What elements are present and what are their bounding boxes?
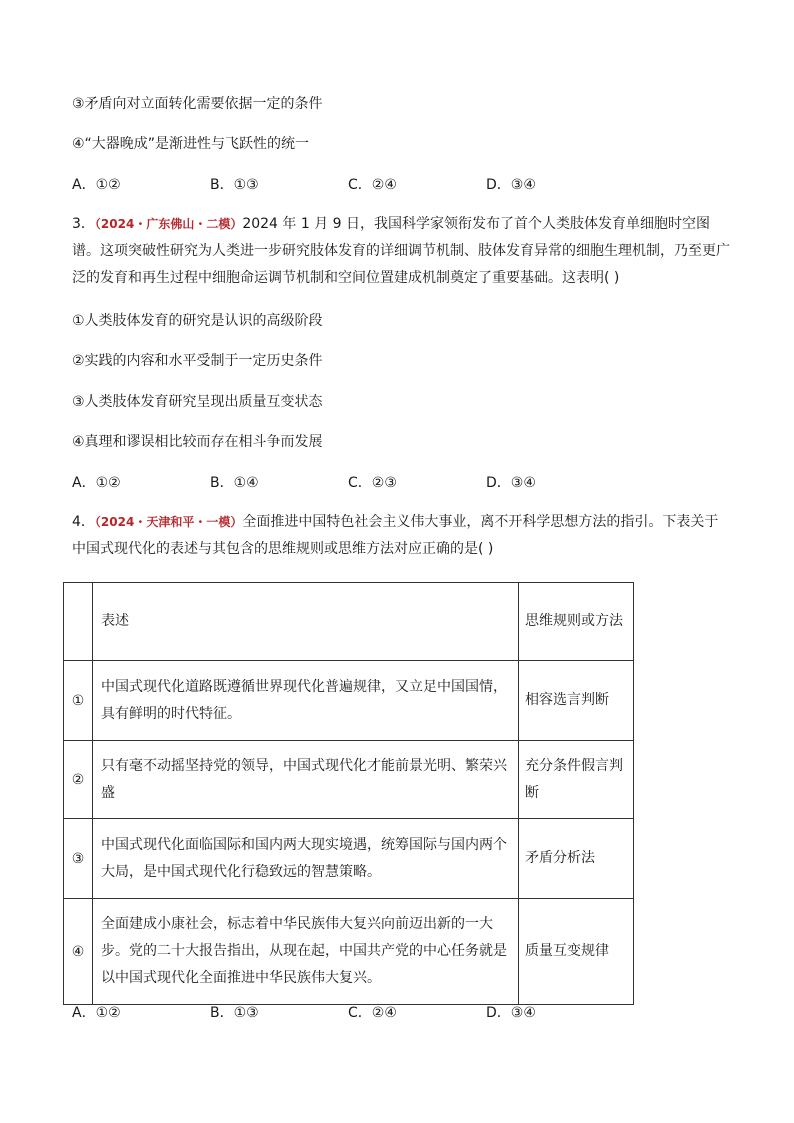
table-header-num <box>64 583 93 661</box>
q4-number: 4． <box>72 514 95 530</box>
q3-number: 3． <box>72 216 95 232</box>
q3-statement-1: ①人类肢体发育的研究是认识的高级阶段 <box>72 313 323 329</box>
q4-option-b[interactable]: B．①③ <box>210 1005 259 1021</box>
q4-stem <box>72 509 732 563</box>
q4-table <box>63 582 634 1005</box>
q4-option-c[interactable]: C．②④ <box>348 1005 397 1021</box>
q3-option-d[interactable]: D．③④ <box>486 475 536 491</box>
table-row-num: ③ <box>64 819 93 899</box>
table-row-num: ④ <box>64 899 93 1005</box>
table-row-desc: 只有毫不动摇坚持党的领导，中国式现代化才能前景光明、繁荣兴盛 <box>93 741 519 819</box>
table-row <box>64 661 634 741</box>
q3-option-b[interactable]: B．①④ <box>210 475 259 491</box>
table-row-method: 相容选言判断 <box>519 661 634 741</box>
table-header-row <box>64 583 634 661</box>
table-header-method: 思维规则或方法 <box>519 583 634 661</box>
q3-statement-2: ②实践的内容和水平受制于一定历史条件 <box>72 353 323 369</box>
table-row-desc: 全面建成小康社会，标志着中华民族伟大复兴向前迈出新的一大步。党的二十大报告指出，从现在起，中国共产党的中心任务就是以中国式现代化全面推进中华民族伟大复兴。 <box>93 899 519 1005</box>
q2-option-c[interactable]: C．②④ <box>348 177 397 193</box>
q4-source: （2024・天津和平・一模） <box>94 515 243 529</box>
table-header-desc: 表述 <box>93 583 519 661</box>
table-row <box>64 741 634 819</box>
q3-statement-3: ③人类肢体发育研究呈现出质量互变状态 <box>72 394 323 410</box>
table-row-desc: 中国式现代化道路既遵循世界现代化普遍规律，又立足中国国情，具有鲜明的时代特征。 <box>93 661 519 741</box>
q4-option-a[interactable]: A．①② <box>72 1005 121 1021</box>
q3-option-a[interactable]: A．①② <box>72 475 121 491</box>
q2-option-a[interactable]: A．①② <box>72 177 121 193</box>
q3-source: （2024・广东佛山・二模） <box>94 217 243 231</box>
q4-option-d[interactable]: D．③④ <box>486 1005 536 1021</box>
q3-stem <box>72 211 732 292</box>
table-row <box>64 899 634 1005</box>
table-row <box>64 819 634 899</box>
table-row-method: 充分条件假言判断 <box>519 741 634 819</box>
q3-statement-4: ④真理和谬误相比较而存在相斗争而发展 <box>72 434 323 450</box>
q2-statement-4: ④“大器晚成”是渐进性与飞跃性的统一 <box>72 136 310 152</box>
q2-statement-3: ③矛盾向对立面转化需要依据一定的条件 <box>72 96 323 112</box>
table-row-method: 矛盾分析法 <box>519 819 634 899</box>
q4-stem-text: 全面推进中国特色社会主义伟大事业，离不开科学思想方法的指引。下表关于中国式现代化的表述与其包含的思维规则或思维方法对应正确的是( ) <box>72 514 719 557</box>
q2-option-b[interactable]: B．①③ <box>210 177 259 193</box>
table-row-num: ① <box>64 661 93 741</box>
table-row-num: ② <box>64 741 93 819</box>
q3-option-c[interactable]: C．②③ <box>348 475 397 491</box>
table-row-method: 质量互变规律 <box>519 899 634 1005</box>
q3-stem-text: 2024 年 1 月 9 日，我国科学家领衔发布了首个人类肢体发育单细胞时空图谱。这项突破性研究为人类进一步研究肢体发育的详细调节机制、肢体发育异常的细胞生理机制，乃至更广泛的发育和再生过程中细胞命运调节机制和空间位置建成机制奠定了重要基础。这表明( ) <box>72 216 730 286</box>
q2-option-d[interactable]: D．③④ <box>486 177 536 193</box>
table-row-desc: 中国式现代化面临国际和国内两大现实境遇，统筹国际与国内两个大局，是中国式现代化行稳致远的智慧策略。 <box>93 819 519 899</box>
